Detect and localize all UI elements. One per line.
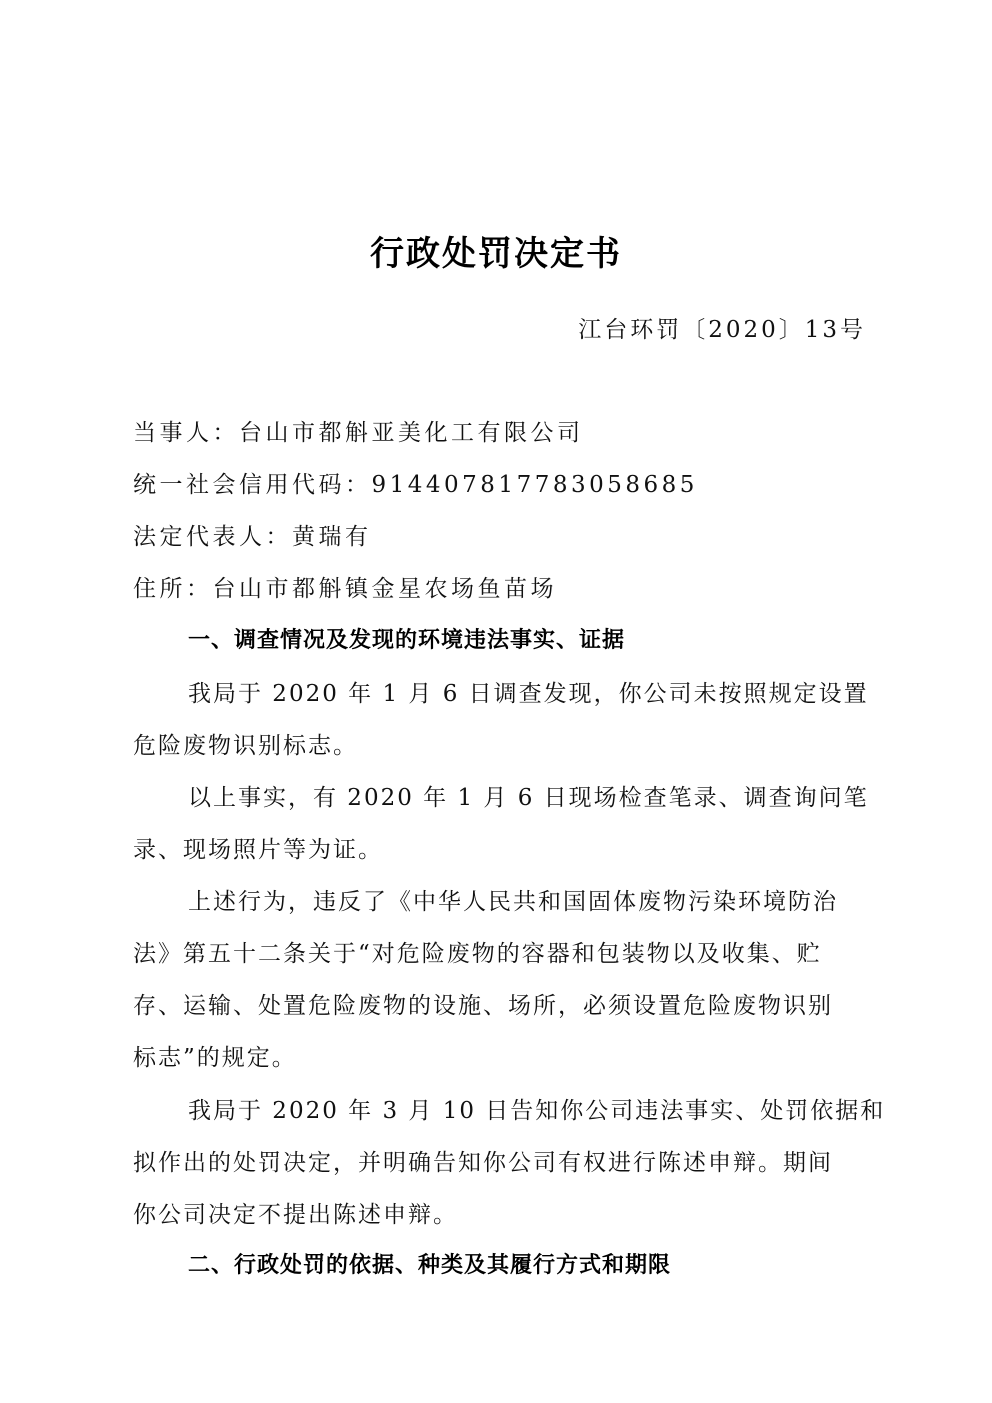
paragraph-line: 危险废物识别标志。 bbox=[133, 733, 358, 759]
paragraph-line: 法》第五十二条关于“对危险废物的容器和包装物以及收集、贮 bbox=[133, 941, 822, 967]
section-1-heading: 一、调查情况及发现的环境违法事实、证据 bbox=[188, 628, 626, 653]
paragraph-line: 你公司决定不提出陈述申辩。 bbox=[133, 1202, 458, 1228]
paragraph-line: 拟作出的处罚决定，并明确告知你公司有权进行陈述申辩。期间 bbox=[133, 1150, 833, 1176]
paragraph-line: 标志”的规定。 bbox=[133, 1045, 297, 1071]
legal-representative: 法定代表人：黄瑞有 bbox=[133, 524, 372, 550]
paragraph-line: 上述行为，违反了《中华人民共和国固体废物污染环境防治 bbox=[188, 889, 838, 915]
document-title: 行政处罚决定书 bbox=[370, 234, 622, 274]
party-name: 当事人：台山市都斛亚美化工有限公司 bbox=[133, 420, 584, 446]
paragraph-line: 录、现场照片等为证。 bbox=[133, 837, 383, 863]
section-2-heading: 二、行政处罚的依据、种类及其履行方式和期限 bbox=[188, 1253, 672, 1278]
document-number: 江台环罚〔2020〕13号 bbox=[578, 317, 866, 343]
paragraph-line: 我局于 2020 年 3 月 10 日告知你公司违法事实、处罚依据和 bbox=[188, 1098, 886, 1124]
paragraph-line: 我局于 2020 年 1 月 6 日调查发现，你公司未按照规定设置 bbox=[188, 681, 869, 707]
paragraph-line: 以上事实，有 2020 年 1 月 6 日现场检查笔录、调查询问笔 bbox=[188, 785, 869, 811]
address: 住所：台山市都斛镇金星农场鱼苗场 bbox=[133, 576, 557, 602]
paragraph-line: 存、运输、处置危险废物的设施、场所，必须设置危险废物识别 bbox=[133, 993, 833, 1019]
credit-code: 统一社会信用代码：914407817783058685 bbox=[133, 472, 698, 498]
